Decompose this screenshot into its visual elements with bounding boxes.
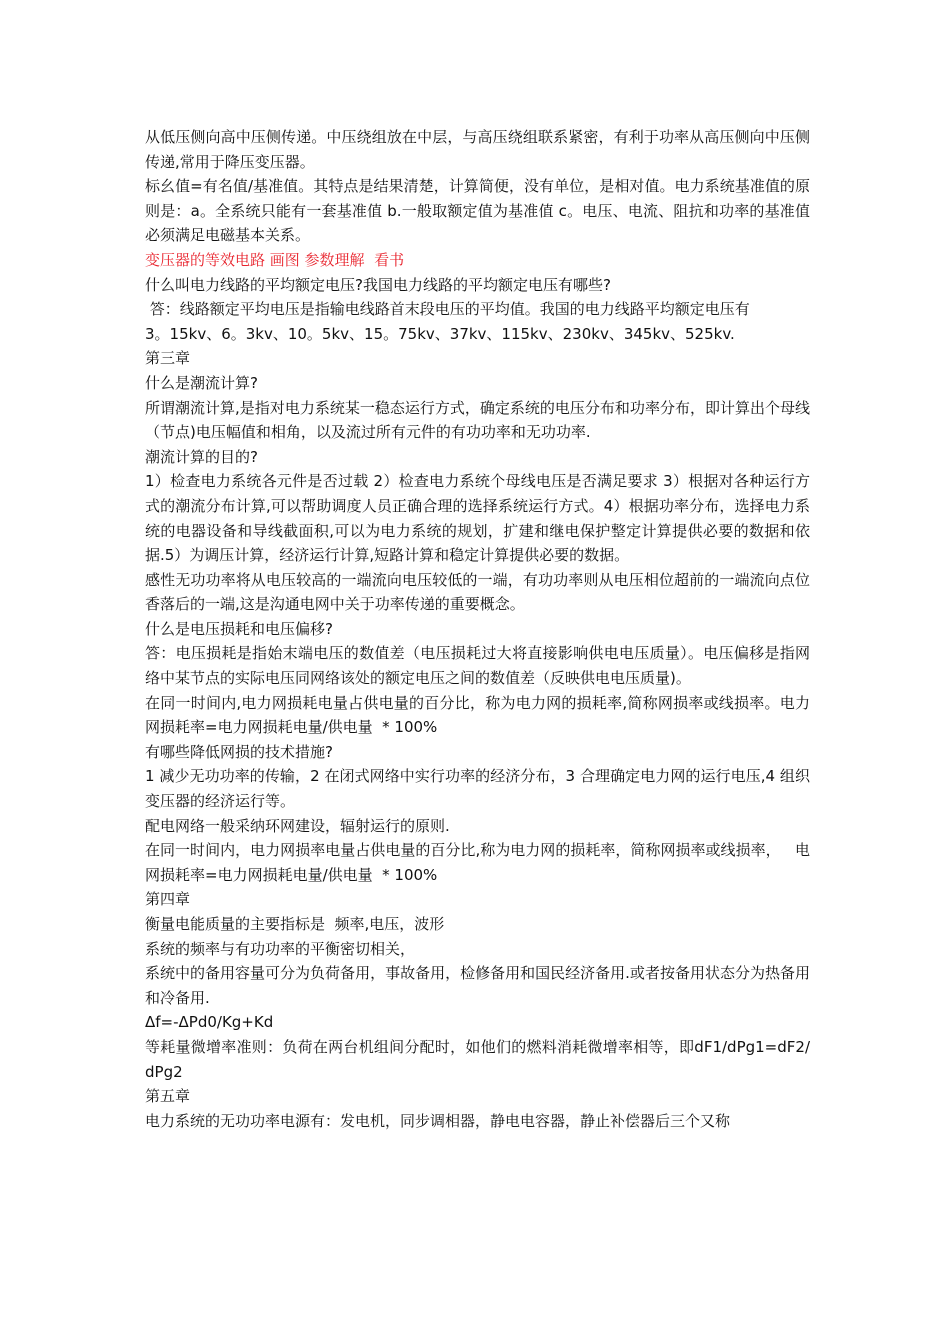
- paragraph: 标幺值=有名值/基准值。其特点是结果清楚，计算简便，没有单位，是相对值。电力系统基准值的原则是：a。全系统只能有一套基准值 b.一般取额定值为基准值 c。电压、电流、阻抗和功率的基准值必须满足电磁基本关系。: [145, 177, 810, 245]
- question: 什么是电压损耗和电压偏移?: [145, 619, 333, 638]
- chapter-heading: 第五章: [145, 1087, 191, 1106]
- paragraph: 衡量电能质量的主要指标是 频率,电压，波形: [145, 915, 445, 933]
- paragraph: 3。15kv、6。3kv、10。5kv、15。75kv、37kv、115kv、230kv、345kv、525kv.: [145, 324, 735, 343]
- paragraph: 系统的频率与有功功率的平衡密切相关，: [145, 939, 416, 958]
- paragraph: 1）检查电力系统各元件是否过载 2）检查电力系统个母线电压是否满足要求 3）根据对各种运行方式的潮流分布计算,可以帮助调度人员正确合理的选择系统运行方式。4）根据功率分布，选择电力系统的电器设备和导线截面积,可以为电力系统的规划，扩建和继电保护整定计算提供必要的数据和依据.5）为调压计算，经济运行计算,短路计算和稳定计算提供必要的数据。: [145, 472, 810, 565]
- paragraph: 从低压侧向高中压侧传递。中压绕组放在中层，与高压绕组联系紧密，有利于功率从高压侧向中压侧传递,常用于降压变压器。: [145, 128, 810, 171]
- question: 什么是潮流计算?: [145, 373, 258, 392]
- document-body: [145, 125, 810, 1133]
- paragraph: 感性无功功率将从电压较高的一端流向电压较低的一端，有功功率则从电压相位超前的一端流向点位香落后的一端,这是沟通电网中关于功率传递的重要概念。: [145, 570, 810, 614]
- paragraph: 系统中的备用容量可分为负荷备用，事故备用，检修备用和国民经济备用.或者按备用状态分为热备用和冷备用.: [145, 964, 810, 1007]
- paragraph: 1 减少无功功率的传输，2 在闭式网络中实行功率的经济分布，3 合理确定电力网的运行电压,4 组织变压器的经济运行等。: [145, 767, 810, 811]
- paragraph: 配电网络一般采纳环网建设，辐射运行的原则.: [145, 816, 450, 835]
- question: 有哪些降低网损的技术措施?: [145, 742, 333, 761]
- answer: 答：线路额定平均电压是指输电线路首末段电压的平均值。我国的电力线路平均额定电压有: [145, 300, 750, 319]
- chapter-heading: 第四章: [145, 890, 191, 909]
- formula: Δf=-ΔPd0/Kg+Kd: [145, 1013, 274, 1032]
- question: 什么叫电力线路的平均额定电压?我国电力线路的平均额定电压有哪些?: [145, 275, 611, 294]
- paragraph: 在同一时间内,电力网损耗电量占供电量的百分比，称为电力网的损耗率,简称网损率或线损率。电力网损耗率=电力网损耗电量/供电量 * 100%: [145, 693, 810, 737]
- paragraph: 等耗量微增率准则：负荷在两台机组间分配时，如他们的燃料消耗微增率相等，即dF1/dPg1=dF2/dPg2: [145, 1037, 810, 1081]
- answer: 答：电压损耗是指始末端电压的数值差（电压损耗过大将直接影响供电电压质量）。电压偏移是指网络中某节点的实际电压同网络该处的额定电压之间的数值差（反映供电电压质量)。: [145, 644, 810, 688]
- paragraph: 在同一时间内，电力网损率电量占供电量的百分比,称为电力网的损耗率，简称网损率或线损率， 电网损耗率=电力网损耗电量/供电量 * 100%: [145, 841, 810, 884]
- highlight-note: 变压器的等效电路 画图 参数理解 看书: [145, 250, 405, 269]
- paragraph: 所谓潮流计算,是指对电力系统某一稳态运行方式，确定系统的电压分布和功率分布，即计算出个母线（节点)电压幅值和相角，以及流过所有元件的有功功率和无功功率.: [145, 398, 810, 442]
- question: 潮流计算的目的?: [145, 447, 258, 466]
- paragraph: 电力系统的无功功率电源有：发电机，同步调相器，静电电容器，静止补偿器后三个又称: [145, 1111, 731, 1130]
- chapter-heading: 第三章: [145, 349, 191, 368]
